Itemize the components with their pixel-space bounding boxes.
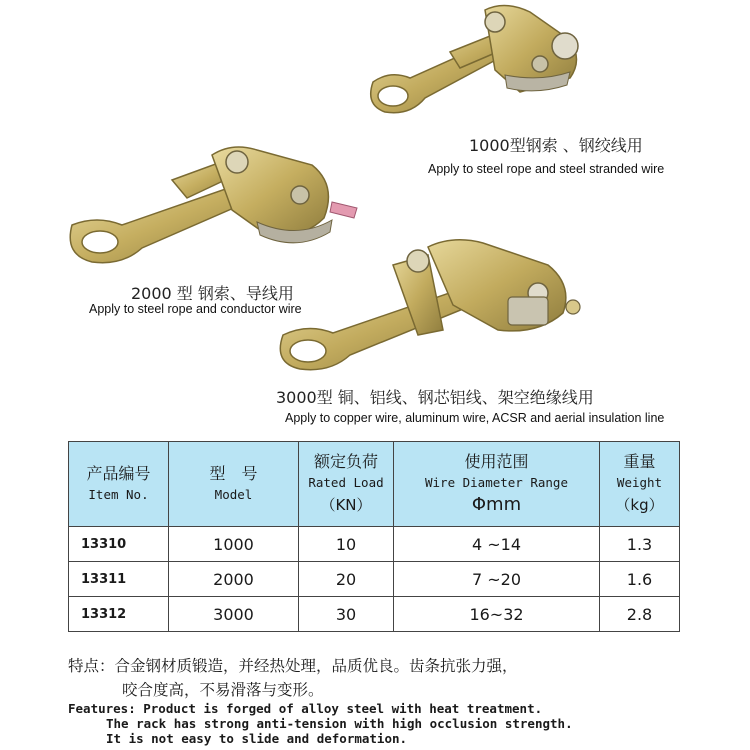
features-en-line-3: It is not easy to slide and deformation.: [106, 731, 408, 746]
product-2000-caption-cn: 2000 型 钢索、导线用: [131, 284, 294, 303]
cell-model: 3000: [169, 597, 299, 632]
features-en-line-1: Features: Product is forged of alloy steel with heat treatment.: [68, 701, 543, 716]
product-3000-caption-en: Apply to copper wire, aluminum wire, ACSR and aerial insulation line: [285, 411, 665, 425]
wire-grip-clamp-1000-image: [355, 0, 605, 130]
wire-grip-clamp-3000-image: [268, 235, 598, 375]
header-wire-range: [394, 442, 600, 527]
cell-wire-range: 7 ~20: [394, 562, 600, 597]
cell-rated-load: 30: [299, 597, 394, 632]
cell-model: 1000: [169, 527, 299, 562]
cell-item-no: 13312: [69, 597, 169, 632]
product-3000-caption-cn: 3000型 铜、铝线、钢芯铝线、架空绝缘线用: [276, 388, 594, 407]
cell-weight: 2.8: [600, 597, 680, 632]
table-row: [69, 597, 680, 632]
header-model-en: Model: [214, 487, 253, 502]
header-model: [169, 442, 299, 527]
features-cn-line-1: 特点：合金钢材质锻造，并经热处理，品质优良。齿条抗张力强，: [68, 657, 518, 675]
header-item-no-cn: 产品编号: [86, 464, 151, 483]
header-weight-cn: 重量: [623, 452, 656, 471]
cell-wire-range: 4 ~14: [394, 527, 600, 562]
header-weight: [600, 442, 680, 527]
cell-model: 2000: [169, 562, 299, 597]
table-header-row: [69, 442, 680, 527]
header-weight-en: Weight: [616, 475, 663, 490]
cell-rated-load: 20: [299, 562, 394, 597]
product-1000-caption-en: Apply to steel rope and steel stranded wire: [428, 162, 665, 176]
cell-wire-range: 16~32: [394, 597, 600, 632]
header-weight-unit: （kg）: [615, 496, 664, 514]
header-wire-range-cn: 使用范围: [464, 452, 529, 471]
header-wire-range-en: Wire Diameter Range: [425, 475, 568, 490]
cell-item-no: 13311: [69, 562, 169, 597]
header-item-no: [69, 442, 169, 527]
header-rated-load-unit: （KN）: [320, 496, 372, 514]
header-model-cn: 型 号: [209, 464, 258, 483]
header-rated-load-en: Rated Load: [308, 475, 384, 490]
features-cn-line-2: 咬合度高，不易滑落与变形。: [122, 681, 324, 699]
cell-item-no: 13310: [69, 527, 169, 562]
features-en-line-2: The rack has strong anti-tension with high occlusion strength.: [106, 716, 573, 731]
header-rated-load-cn: 额定负荷: [313, 452, 378, 471]
product-1000-caption-cn: 1000型钢索 、钢绞线用: [469, 136, 643, 155]
cell-rated-load: 10: [299, 527, 394, 562]
table-row: [69, 527, 680, 562]
cell-weight: 1.3: [600, 527, 680, 562]
header-rated-load: [299, 442, 394, 527]
header-wire-range-unit: Φmm: [471, 494, 522, 515]
cell-weight: 1.6: [600, 562, 680, 597]
table-row: [69, 562, 680, 597]
product-2000-caption-en: Apply to steel rope and conductor wire: [89, 302, 302, 316]
specification-table: [68, 441, 680, 632]
header-item-no-en: Item No.: [88, 487, 149, 502]
